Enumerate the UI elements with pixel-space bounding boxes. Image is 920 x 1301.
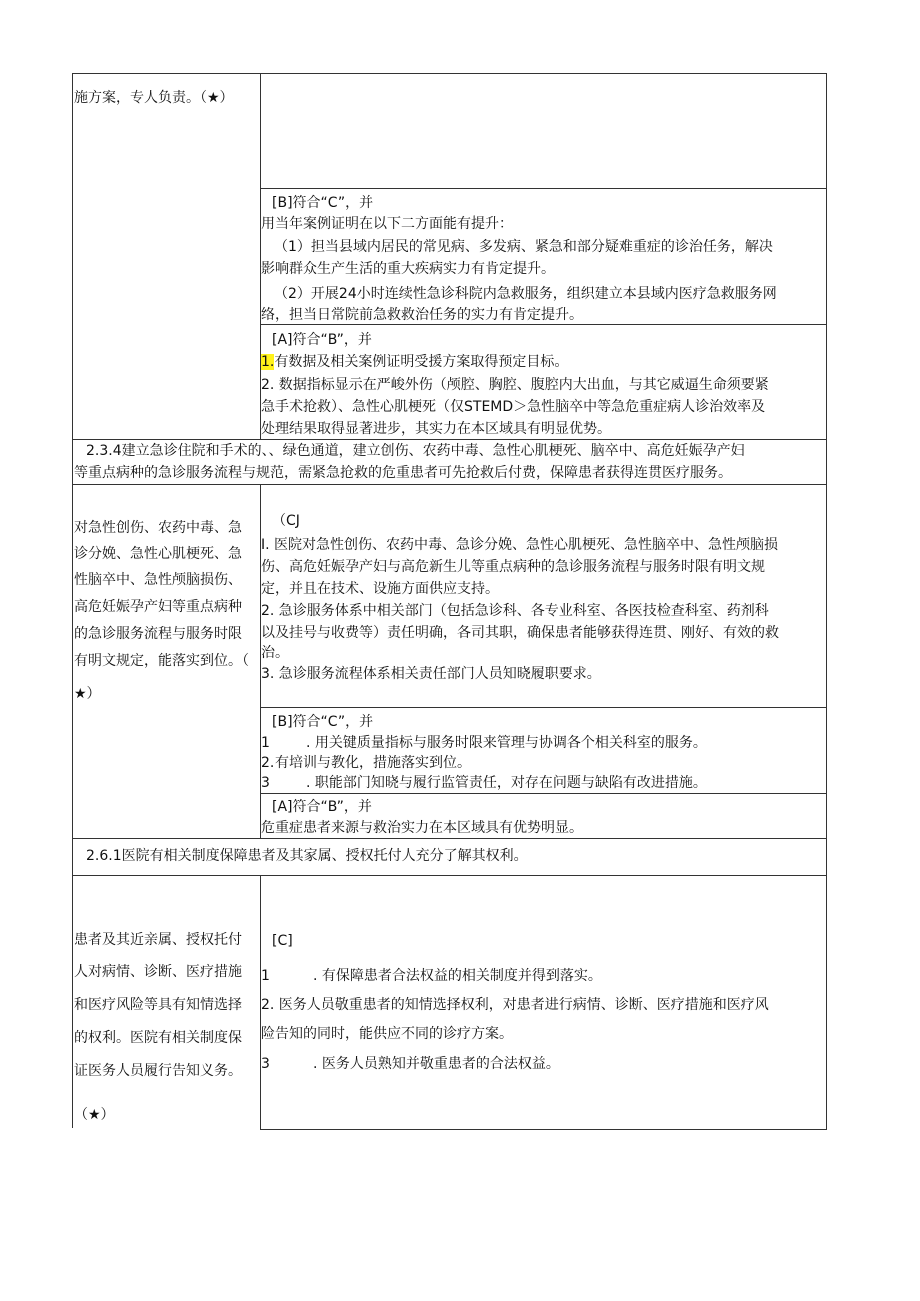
r1-a-line: 急手术抢救）、急性心肌梗死（仅STEMD＞急性脑卒中等急危重症病人诊治效率及 <box>261 399 766 415</box>
r2-left-line: 有明文规定，能落实到位。（ <box>74 653 249 669</box>
r2-left-line: 对急性创伤、农药中毒、急 <box>74 520 242 536</box>
table-bottom-border <box>260 1129 826 1130</box>
r1-b-line: 用当年案例证明在以下二方面能有提升： <box>261 216 513 232</box>
r1-b-line: （1）担当县域内居民的常见病、多发病、紧急和部分疑难重症的诊治任务，解决 <box>274 239 773 255</box>
r3-left-line: 患者及其近亲属、授权托付 <box>74 932 242 948</box>
section-234-line: 2.3.4建立急诊住院和手术的、、绿色通道，建立创伤、农药中毒、急性心肌梗死、脑卒中、高危妊娠孕产妇 <box>86 443 745 459</box>
table-left-border-261 <box>72 838 73 1128</box>
r3-left-line: 人对病情、诊断、医疗措施 <box>74 964 242 980</box>
r3-c-item3-text: . 医务人员熟知并敬重患者的合法权益。 <box>313 1056 560 1072</box>
r2-left-line: ★） <box>74 686 101 702</box>
r1-a-head: [A]符合“B”，并 <box>272 332 372 348</box>
r2-a-line: 危重症患者来源与救治实力在本区域具有优势明显。 <box>261 820 583 836</box>
r2-b-item-text: . 职能部门知晓与履行监管责任，对存在问题与缺陷有改进措施。 <box>306 775 707 791</box>
r1-b-line: 影响群众生产生活的重大疾病实力有肯定提升。 <box>261 261 555 277</box>
r1-a-line: 2. 数据指标显示在严峻外伤（颅腔、胸腔、腹腔内大出血，与其它威逼生命须要紧 <box>261 377 769 393</box>
r3-c-item2-line: 2. 医务人员敬重患者的知情选择权利，对患者进行病情、诊断、医疗措施和医疗风 <box>261 997 769 1013</box>
r3-c-item2-line: 险告知的同时，能供应不同的诊疗方案。 <box>261 1026 513 1042</box>
r2-a-head: [A]符合“B”，并 <box>272 799 372 815</box>
r1-a-line1-text: 有数据及相关案例证明受援方案取得预定目标。 <box>274 354 569 370</box>
r3-left-line: （★） <box>74 1107 115 1123</box>
r2-c-line: 3. 急诊服务流程体系相关责任部门人员知晓履职要求。 <box>261 666 601 682</box>
r2-c-line: 伤、高危妊娠孕产妇与高危新生儿等重点病种的急诊服务流程与服务时限有明文规 <box>261 559 765 575</box>
row-divider-b2 <box>260 707 826 708</box>
r1-b-line: 络，担当日常院前急救救治任务的实力有肯定提升。 <box>261 307 583 323</box>
r2-c-line: I. 医院对急性创伤、农药中毒、急诊分娩、急性心肌梗死、急性脑卒中、急性颅脑损 <box>261 537 779 553</box>
table-left-border-234 <box>72 439 73 839</box>
table-right-border-1 <box>826 73 827 439</box>
r2-c-head: （CJ <box>272 513 300 529</box>
row-divider-b1 <box>260 188 826 189</box>
r2-c-line: 2. 急诊服务体系中相关部门（包括急诊科、各专业科室、各医技检查科室、药剂科 <box>261 603 769 619</box>
r2-b-head: [B]符合“C”，并 <box>272 714 374 730</box>
r3-c-head: [C] <box>272 933 293 949</box>
r3-c-item1-num: 1 <box>261 968 270 984</box>
section-divider-261-bottom <box>72 875 826 876</box>
r1-left-text: 施方案，专人负责。（★） <box>74 90 234 106</box>
r3-left-line: 证医务人员履行告知义务。 <box>74 1063 242 1079</box>
r3-c-item3-num: 3 <box>261 1056 270 1072</box>
r2-c-line: 以及挂号与收费等）责任明确，各司其职，确保患者能够获得连贯、刚好、有效的救 <box>261 625 779 641</box>
r2-b-item-text: . 用关键质量指标与服务时限来管理与协调各个相关科室的服务。 <box>306 735 707 751</box>
r2-b-item-text: 有培训与教化，措施落实到位。 <box>275 755 471 771</box>
r3-left-line: 和医疗风险等具有知情选择 <box>74 997 242 1013</box>
r2-left-line: 诊分娩、急性心肌梗死、急 <box>74 546 242 562</box>
r1-b-head: [B]符合“C”，并 <box>272 195 374 211</box>
table-top-border <box>72 73 826 74</box>
r2-left-line: 性脑卒中、急性颅脑损伤、 <box>74 572 242 588</box>
r2-b-item-num: 3 <box>261 775 270 791</box>
table-right-border-234 <box>826 439 827 839</box>
r1-a-line: 处理结果取得显著进步，其实力在本区域具有明显优势。 <box>261 421 611 437</box>
r2-left-line: 的急诊服务流程与服务时限 <box>74 626 242 642</box>
r2-c-line: 定，并且在技术、设施方面供应支持。 <box>261 581 499 597</box>
table-right-border-261 <box>826 838 827 1130</box>
section-234-line: 等重点病种的急诊服务流程与规范，需紧急抢救的危重患者可先抢救后付费，保障患者获得连贯医疗服务。 <box>74 465 732 481</box>
table-left-border-upper <box>72 73 73 439</box>
section-divider-234-bottom <box>72 484 826 485</box>
r2-b-item-num: 2. <box>261 755 275 771</box>
r1-b-line: （2）开展24小时连续性急诊科院内急救服务，组织建立本县域内医疗急救服务网 <box>274 286 777 302</box>
r2-b-item-num: 1 <box>261 735 270 751</box>
r1-a-line1 <box>261 352 568 373</box>
r2-c-line: 治。 <box>261 645 289 661</box>
section-261-text: 2.6.1医院有相关制度保障患者及其家属、授权托付人充分了解其权利。 <box>86 848 528 864</box>
r3-left-line: 的权利。医院有相关制度保 <box>74 1030 242 1046</box>
highlighted-number: 1. <box>261 354 275 370</box>
r3-c-item1-text: . 有保障患者合法权益的相关制度并得到落实。 <box>313 968 602 984</box>
r2-left-line: 高危妊娠孕产妇等重点病种 <box>74 599 242 615</box>
